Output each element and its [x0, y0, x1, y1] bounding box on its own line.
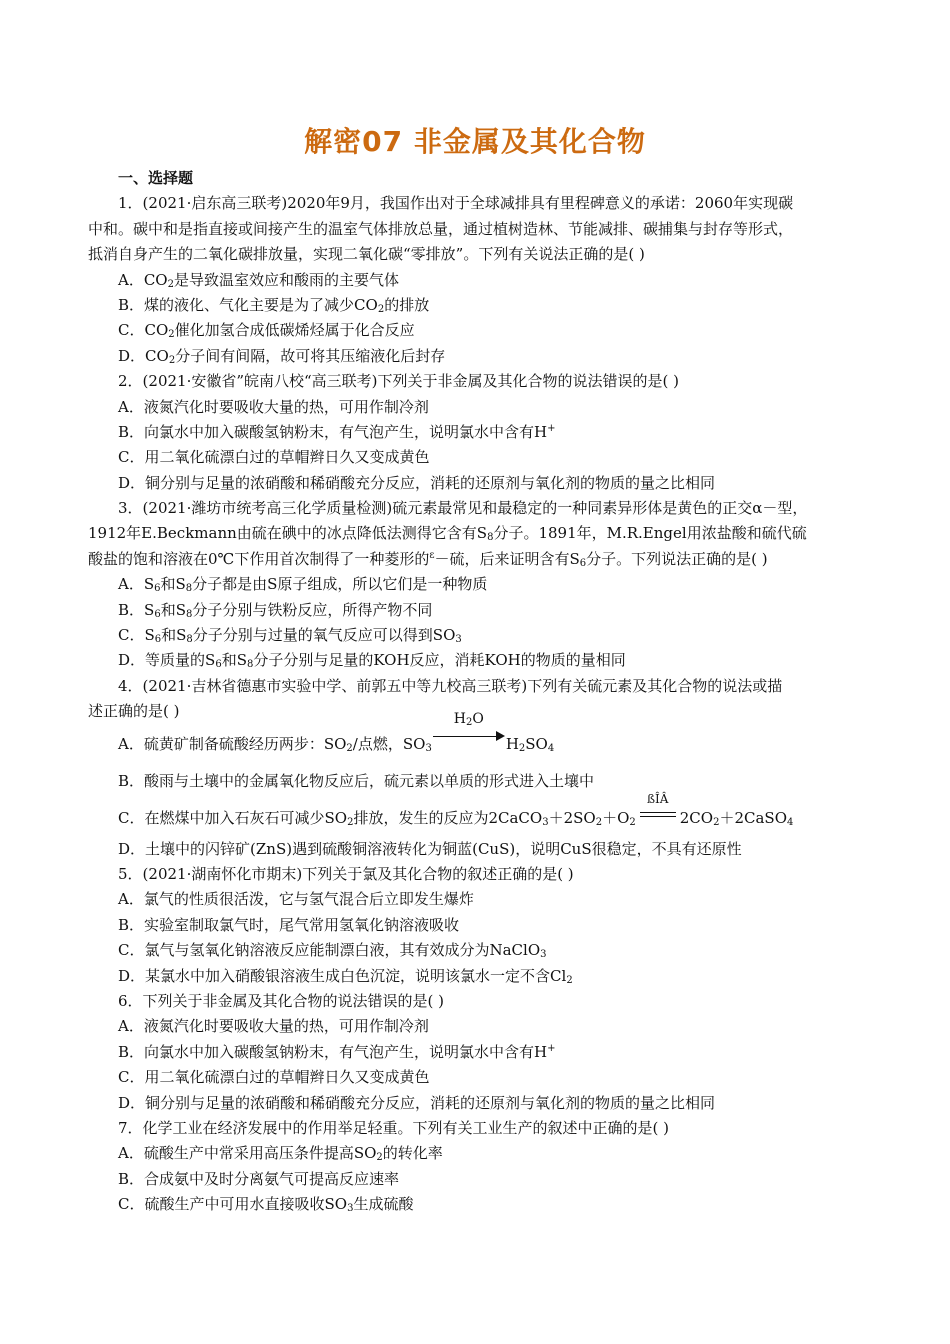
q4-stem-line2: 述正确的是( ) [88, 702, 180, 721]
q5-option-c: C．氯气与氢氧化钠溶液反应能制漂白液，其有效成分为NaClO$_3$ [118, 941, 547, 961]
q1-option-a: A．$CO_2$是导致温室效应和酸雨的主要气体 [118, 270, 399, 290]
q6-option-b: B．向氯水中加入碳酸氢钠粉末，有气泡产生，说明氯水中含有H+ [118, 1042, 556, 1061]
reaction-condition: ßÎÂ [647, 791, 669, 806]
q4-option-c: C．在燃煤中加入石灰石可减少$SO_2$排放，发生的反应为$2CaCO_3+2SO_2+O_2$ ßÎÂ $2CO_2+2CaSO_4$ [118, 791, 794, 828]
q7-option-b: B．合成氨中及时分离氨气可提高反应速率 [118, 1169, 400, 1188]
q3-option-d: D．等质量的$S_6$和$S_8$分子分别与足量的KOH反应，消耗KOH的物质的量相同 [118, 651, 626, 671]
q5-option-b: B．实验室制取氯气时，尾气常用氢氧化钠溶液吸收 [118, 915, 460, 934]
q4-option-d: D．土壤中的闪锌矿(ZnS)遇到硫酸铜溶液转化为铜蓝(CuS)，说明CuS很稳定，不具有还原性 [118, 839, 742, 858]
q1-stem-line3: 抵消自身产生的二氧化碳排放量，实现二氧化碳“零排放”。下列有关说法正确的是( ) [88, 245, 645, 264]
q6-option-c: C．用二氧化硫漂白过的草帽辫日久又变成黄色 [118, 1068, 430, 1087]
q5-stem: 5．(2021·湖南怀化市期末)下列关于氯及其化合物的叙述正确的是( ) [118, 864, 574, 883]
q4-option-a: A．硫黄矿制备硫酸经历两步：$SO_2/$点燃，$SO_3$ $H_2O$ $H_2SO_4$ [118, 710, 555, 754]
q1-option-d: D．$CO_2$分子间有间隔，故可将其压缩液化后封存 [118, 346, 446, 366]
q3-stem-line1: 3．(2021·潍坊市统考高三化学质量检测)硫元素最常见和最稳定的一种同素异形体是黄色的正交α－型， [118, 499, 808, 518]
q2-option-a: A．液氮汽化时要吸收大量的热，可用作制冷剂 [118, 397, 429, 416]
q2-option-d: D．铜分别与足量的浓硝酸和稀硝酸充分反应，消耗的还原剂与氧化剂的物质的量之比相同 [118, 473, 716, 492]
q2-stem: 2．(2021·安徽省”皖南八校“高三联考)下列关于非金属及其化合物的说法错误的是( ) [118, 372, 680, 391]
q3-option-a: A．$S_6$和$S_8$分子都是由S原子组成，所以它们是一种物质 [118, 575, 488, 595]
q1-stem-line1: 1．(2021·启东高三联考)2020年9月，我国作出对于全球减排具有里程碑意义的承诺：2060年实现碳 [118, 194, 794, 213]
reaction-arrow-icon [433, 710, 505, 751]
q1-option-c: C．$CO_2$催化加氢合成低碳烯烃属于化合反应 [118, 321, 415, 341]
q5-option-d: D．某氯水中加入硝酸银溶液生成白色沉淀，说明该氯水一定不含$Cl_2$ [118, 966, 573, 986]
question-list [88, 166, 868, 1217]
equals-sign-icon [640, 791, 676, 826]
q5-option-a: A．氯气的性质很活泼，它与氢气混合后立即发生爆炸 [118, 890, 474, 909]
q4-option-b: B．酸雨与土壤中的金属氧化物反应后，硫元素以单质的形式进入土壤中 [118, 771, 595, 790]
q2-option-c: C．用二氧化硫漂白过的草帽辫日久又变成黄色 [118, 448, 430, 467]
q6-stem: 6．下列关于非金属及其化合物的说法错误的是( ) [118, 991, 445, 1010]
q3-stem-line2: 1912年E.Beckmann由硫在碘中的冰点降低法测得它含有$S_8$分子。1891年，M.R.Engel用浓盐酸和硫代硫 [88, 524, 807, 544]
q3-option-c: C．$S_6$和$S_8$分子分别与过量的氧气反应可以得到$SO_3$ [118, 626, 462, 646]
page-title: 解密07 非金属及其化合物 [304, 125, 646, 158]
arrow-condition: $H_2O$ [453, 710, 484, 728]
section-heading: 一、选择题 [118, 169, 194, 187]
q7-stem: 7．化学工业在经济发展中的作用举足轻重。下列有关工业生产的叙述中正确的是( ) [118, 1118, 670, 1137]
q6-option-a: A．液氮汽化时要吸收大量的热，可用作制冷剂 [118, 1017, 429, 1036]
q7-option-a: A．硫酸生产中常采用高压条件提高$SO_2$的转化率 [118, 1144, 443, 1164]
q1-option-b: B．煤的液化、气化主要是为了减少$CO_2$的排放 [118, 295, 430, 315]
q7-option-c: C．硫酸生产中可用水直接吸收$SO_3$生成硫酸 [118, 1195, 414, 1215]
q1-stem-line2: 中和。碳中和是指直接或间接产生的温室气体排放总量，通过植树造林、节能减排、碳捕集与封存等形式， [88, 219, 794, 238]
q3-option-b: B．$S_6$和$S_8$分子分别与铁粉反应，所得产物不同 [118, 600, 433, 620]
q4-stem-line1: 4．(2021·吉林省德惠市实验中学、前郭五中等九校高三联考)下列有关硫元素及其化合物的说法或描 [118, 676, 783, 695]
q6-option-d: D．铜分别与足量的浓硝酸和稀硝酸充分反应，消耗的还原剂与氧化剂的物质的量之比相同 [118, 1093, 716, 1112]
q3-stem-line3: 酸盐的饱和溶液在0℃下作用首次制得了一种菱形的$^\varepsilon$－硫，后来证明含有$S_6$分子。下列说法正确的是( ) [88, 549, 768, 569]
q2-option-b: B．向氯水中加入碳酸氢钠粉末，有气泡产生，说明氯水中含有H+ [118, 422, 556, 441]
